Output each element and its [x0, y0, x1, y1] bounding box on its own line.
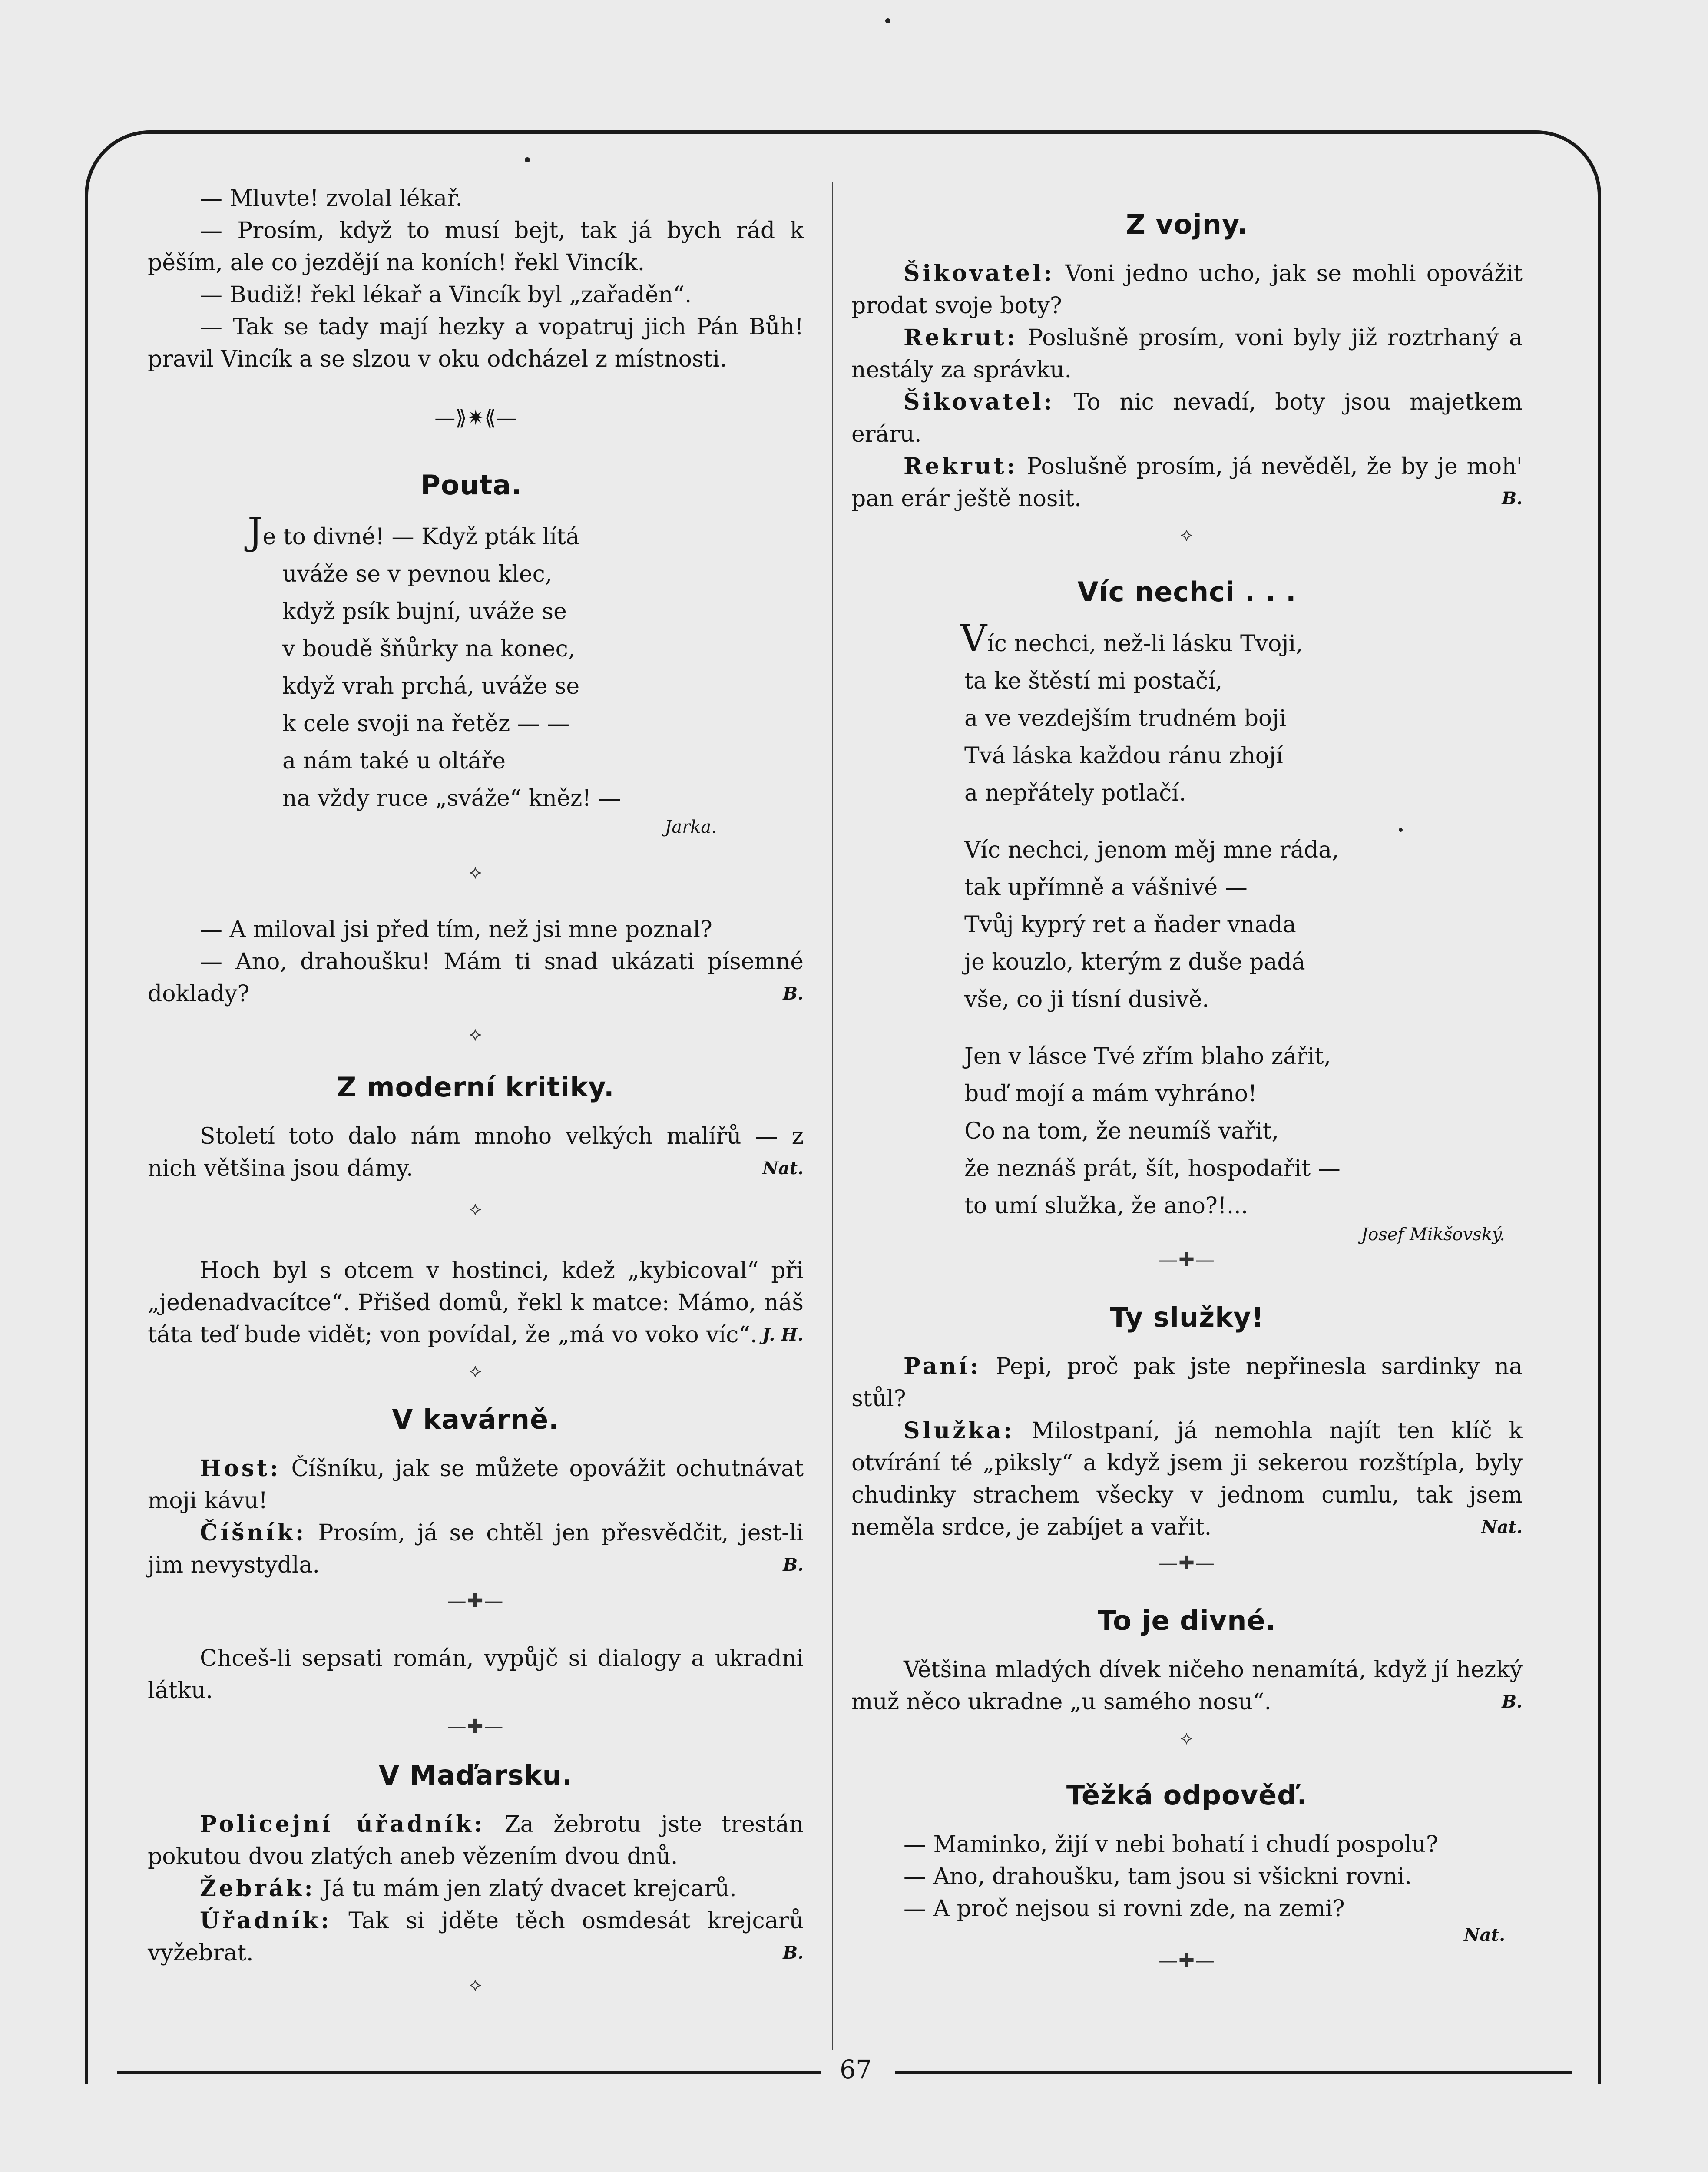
speaker: Služka:: [904, 1417, 1015, 1444]
speaker: Šikovatel:: [904, 260, 1055, 287]
section-title: Pouta.: [420, 469, 522, 501]
verse-line: uváže se v pevnou klec,: [282, 561, 553, 587]
poem-stanza: [851, 617, 1523, 812]
dialogue-line: Rekrut: Poslušně prosím, já nevěděl, že by je moh' pan erár ještě nosit. B.: [851, 450, 1523, 515]
dialogue-line: — A proč nejsou si rovni zde, na zemi?: [904, 1896, 1345, 1922]
signature: Nat.: [762, 1158, 804, 1179]
verse-line: a nám také u oltáře: [282, 748, 506, 774]
dialogue-line: — Maminko, žijí v nebi bohatí i chudí pospolu?: [904, 1831, 1438, 1857]
ornament-divider: —✚—: [1159, 1950, 1215, 1972]
dialogue-line: Host: Číšníku, jak se můžete opovážit ochutnávat moji kávu!: [148, 1455, 804, 1514]
signature: Josef Mikšovský.: [1361, 1225, 1505, 1245]
verse-line: k cele svoji na řetěz — —: [282, 711, 570, 737]
dialogue-line: Číšník: Prosím, já se chtěl jen přesvědčit, jest-li jim nevystydla. B.: [148, 1517, 804, 1581]
signature: B.: [783, 983, 804, 1004]
signature: Jarka.: [665, 817, 717, 837]
poem-stanza: [851, 1038, 1523, 1225]
signature: J. H.: [762, 1324, 804, 1345]
column-rule: [832, 182, 833, 2050]
verse-line: Víc nechci, jenom měj mne ráda,: [964, 837, 1339, 863]
ornament-divider: ⟡: [469, 1198, 483, 1220]
page-number: 67: [832, 2055, 880, 2084]
ornament-divider: ⟡: [469, 1023, 483, 1045]
section-title: Těžká odpověď.: [1066, 1779, 1308, 1811]
speaker: Šikovatel:: [904, 389, 1055, 415]
signature: B.: [1502, 1692, 1523, 1712]
speaker: Paní:: [904, 1353, 981, 1380]
joke-madarsko: [148, 1759, 804, 1969]
section-title: Víc nechci . . .: [1077, 576, 1297, 608]
verse-line: Víc nechci, než-li lásku Tvoji,: [960, 617, 1303, 660]
verse-line: a nepřátely potlačí.: [964, 780, 1186, 806]
dropcap: J: [248, 510, 263, 553]
joke-vojna: [851, 209, 1523, 515]
dialogue-line: Rekrut: Poslušně prosím, voni byly již roztrhaný a nestály za správku.: [851, 324, 1523, 383]
verse-line: buď mojí a mám vyhráno!: [964, 1081, 1257, 1107]
frame-bottom-left: [117, 2071, 821, 2074]
verse-line: Je to divné! — Když pták lítá: [248, 510, 579, 553]
joke-kavarna: [148, 1404, 804, 1581]
section-title: Z moderní kritiky.: [337, 1071, 615, 1103]
speaker: Host:: [200, 1455, 281, 1482]
verse-line: Co na tom, že neumíš vařit,: [964, 1118, 1279, 1144]
poem-stanza: [851, 831, 1523, 1018]
section-title: To je divné.: [1098, 1605, 1276, 1636]
joke-divne: [851, 1605, 1523, 1718]
dialogue-line: — Tak se tady mají hezky a vopatruj jich Pán Bůh! pravil Vincík a se slzou v oku odcházel z místnosti.: [148, 314, 804, 372]
left-column: [148, 182, 804, 1996]
joke-roman: [148, 1642, 804, 1707]
verse-line: v boudě šňůrky na konec,: [282, 636, 576, 662]
verse-line: je kouzlo, kterým z duše padá: [964, 949, 1305, 975]
dialogue-line: — Mluvte! zvolal lékař.: [200, 185, 463, 212]
ornament-divider: ⟡: [1180, 1727, 1194, 1749]
verse-line: že neznáš prát, šít, hospodařit —: [964, 1156, 1341, 1182]
joke-odpoved: [851, 1779, 1523, 1945]
ornament-divider: —✚—: [1159, 1249, 1215, 1271]
body-text: Hoch byl s otcem v hostinci, kdež „kybicoval“ při „jedenadvacítce“. Přišed domů, řekl k matce: Mámo, náš táta teď bude vidět; von povídal, že „má vo voko víc“. J. H.: [148, 1255, 804, 1351]
ornament-divider: —✚—: [447, 1590, 504, 1612]
dropcap: V: [960, 617, 987, 660]
joke-sluzky: [851, 1301, 1523, 1543]
dialogue-line: Paní: Pepi, proč pak jste nepřinesla sardinky na stůl?: [851, 1353, 1523, 1412]
joke-hoch: [148, 1255, 804, 1351]
section-title: Z vojny.: [1125, 209, 1248, 240]
verse-line: a ve vezdejším trudném boji: [964, 705, 1287, 732]
intro-dialogue: [148, 182, 804, 375]
speaker: Rekrut:: [904, 453, 1018, 480]
dialogue-line: Žebrák: Já tu mám jen zlatý dvacet krejcarů.: [200, 1875, 737, 1902]
dialogue-line: Šikovatel: Voni jedno ucho, jak se mohli opovážit prodat svoje boty?: [851, 260, 1523, 319]
joke-miloval: [148, 914, 804, 1010]
verse-line: to umí služka, že ano?!...: [964, 1193, 1248, 1219]
dialogue-line: Policejní úřadník: Za žebrotu jste trestán pokutou dvou zlatých aneb vězením dvou dnů.: [148, 1811, 804, 1870]
speaker: Rekrut:: [904, 324, 1018, 351]
ornament-divider: —✚—: [1159, 1552, 1215, 1574]
ornament-divider: —⟫✷⟪—: [434, 406, 517, 430]
verse-line: Tvá láska každou ránu zhojí: [964, 743, 1283, 769]
ornament-divider: ⟡: [1180, 523, 1194, 546]
joke-kritika: [148, 1071, 804, 1185]
ink-speck: [885, 18, 890, 23]
signature: Nat.: [1481, 1517, 1523, 1537]
signature: B.: [1502, 488, 1523, 509]
verse-line: vše, co ji tísní dusivě.: [964, 987, 1209, 1013]
verse-line: ta ke štěstí mi postačí,: [964, 668, 1223, 694]
frame-bottom-right: [895, 2071, 1572, 2074]
speaker: Číšník:: [200, 1520, 307, 1546]
speaker: Žebrák:: [200, 1875, 315, 1902]
poem-vic-nechci: [851, 576, 1523, 1245]
signature: B.: [783, 1555, 804, 1575]
ornament-divider: ⟡: [469, 1973, 483, 1996]
section-title: V Maďarsku.: [378, 1759, 573, 1791]
dialogue-line: — Ano, drahoušku, tam jsou si všickni rovni.: [904, 1864, 1412, 1890]
verse-line: Jen v lásce Tvé zřím blaho zářit,: [964, 1043, 1331, 1069]
speaker: Úřadník:: [200, 1907, 332, 1934]
verse-line: když psík bujní, uváže se: [282, 599, 567, 625]
signature: B.: [783, 1943, 804, 1963]
ornament-divider: ⟡: [469, 861, 483, 883]
verse-line: na vždy ruce „sváže“ kněz! —: [282, 785, 621, 811]
dialogue-line: Šikovatel: To nic nevadí, boty jsou majetkem eráru.: [851, 389, 1523, 447]
dialogue-line: — A miloval jsi před tím, než jsi mne poznal?: [200, 917, 712, 943]
right-column: [851, 182, 1523, 1972]
poem-pouta: [148, 469, 804, 837]
signature: Nat.: [1464, 1925, 1505, 1945]
section-title: V kavárně.: [392, 1404, 559, 1435]
body-text: Chceš-li sepsati román, vypůjč si dialogy a ukradni látku.: [148, 1646, 804, 1704]
ornament-divider: ⟡: [469, 1360, 483, 1382]
dialogue-line: — Ano, drahoušku! Mám ti snad ukázati písemné doklady? B.: [148, 946, 804, 1010]
ornament-divider: —✚—: [447, 1715, 504, 1738]
dialogue-line: Služka: Milostpaní, já nemohla najít ten klíč k otvírání té „piksly“ a když jsem ji sekerou rozštípla, byly chudinky strachem všecky v jednom cumlu, tak jsem neměla srdce, je zabíjet a vařit. Nat.: [851, 1415, 1523, 1543]
section-title: Ty služky!: [1109, 1301, 1264, 1333]
ink-speck: [525, 157, 530, 162]
body-text: Většina mladých dívek ničeho nenamítá, když jí hezký muž něco ukradne „u samého nosu“. B.: [851, 1654, 1523, 1718]
dialogue-line: — Prosím, když to musí bejt, tak já bych rád k pěším, ale co jezdějí na koních! řekl Vincík.: [148, 218, 804, 276]
verse-line: Tvůj kyprý ret a ňader vnada: [964, 912, 1296, 938]
speaker: Policejní úřadník:: [200, 1811, 485, 1838]
dialogue-line: — Budiž! řekl lékař a Vincík byl „zařaděn“.: [200, 282, 692, 308]
body-text: Století toto dalo nám mnoho velkých malířů — z nich většina jsou dámy. Nat.: [148, 1120, 804, 1185]
verse-line: když vrah prchá, uváže se: [282, 673, 580, 699]
verse-line: tak upřímně a vášnivé —: [964, 874, 1248, 901]
dialogue-line: Úřadník: Tak si jděte těch osmdesát krejcarů vyžebrat. B.: [148, 1905, 804, 1969]
